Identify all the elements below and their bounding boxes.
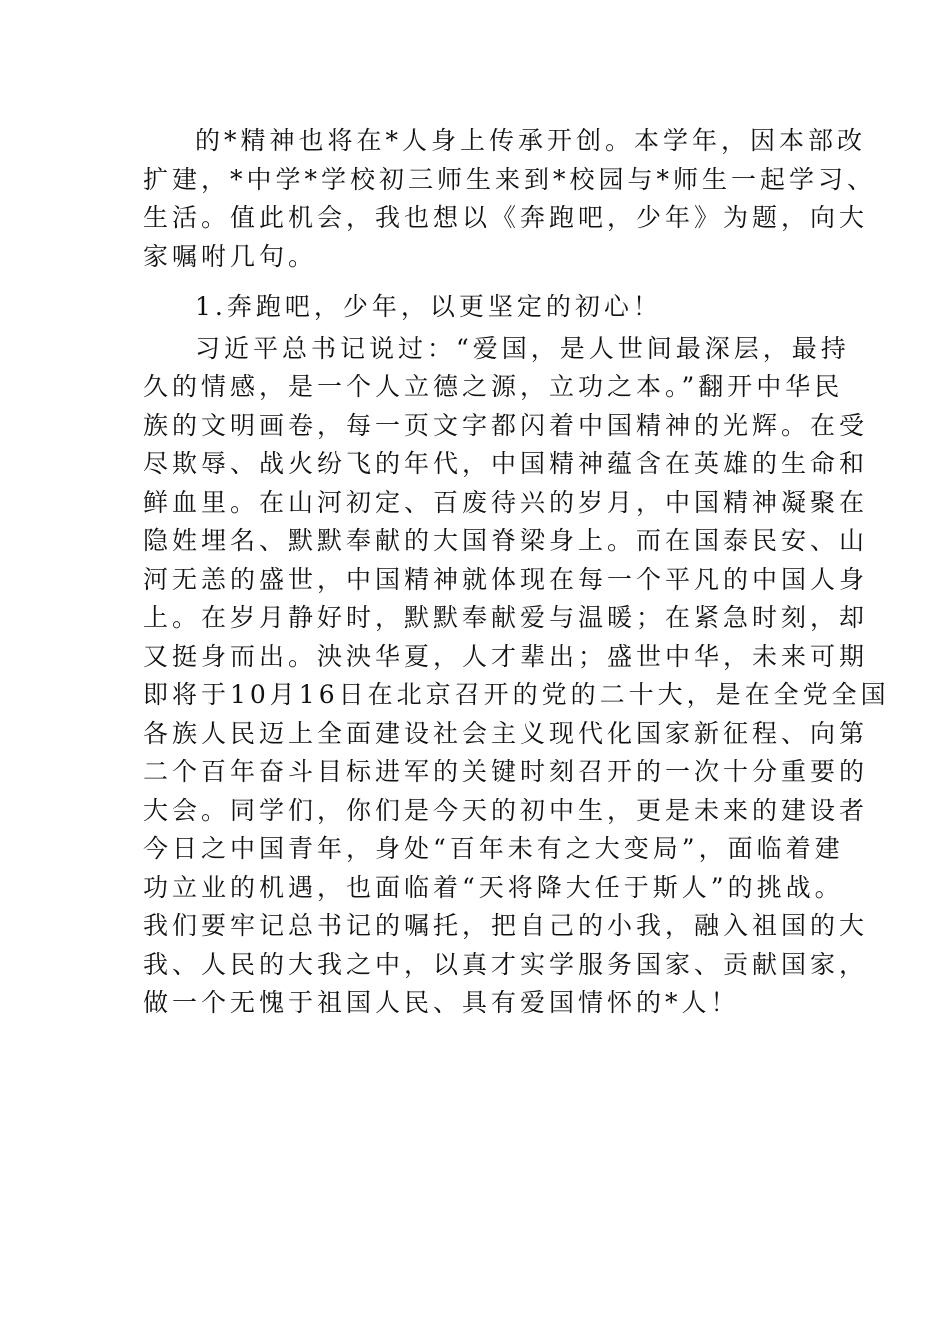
- document-body: [143, 122, 890, 1023]
- paragraph-2-line-6: 隐姓埋名、默默奉献的大国脊梁身上。而在国泰民安、山: [143, 526, 869, 555]
- paragraph-2-line-11: 各族人民迈上全面建设社会主义现代化国家新征程、向第: [143, 718, 869, 748]
- paragraph-2-line-4: 尽欺辱、战火纷飞的年代，中国精神蕴含在英雄的生命和: [143, 449, 869, 478]
- paragraph-1-line-4: 家嘱咐几句。: [143, 241, 318, 271]
- paragraph-2-line-5: 鲜血里。在山河初定、百废待兴的岁月，中国精神凝聚在: [143, 487, 869, 517]
- paragraph-2-line-15: 功立业的机遇，也面临着“天将降大任于斯人”的挑战。: [143, 872, 844, 902]
- section-heading: 1.奔跑吧，少年，以更坚定的初心！: [195, 292, 662, 321]
- paragraph-2-line-7: 河无恙的盛世，中国精神就体现在每一个平凡的中国人身: [143, 564, 869, 594]
- paragraph-2-line-12: 二个百年奋斗目标进军的关键时刻召开的一次十分重要的: [143, 757, 869, 786]
- paragraph-2-line-3: 族的文明画卷，每一页文字都闪着中国精神的光辉。在受: [143, 410, 869, 440]
- paragraph-2-line-1: 习近平总书记说过：“爱国，是人世间最深层，最持: [195, 333, 850, 363]
- paragraph-2-line-16: 我们要牢记总书记的嘱托，把自己的小我，融入祖国的大: [143, 911, 869, 940]
- paragraph-2-line-9: 又挺身而出。泱泱华夏，人才辈出；盛世中华，未来可期: [143, 641, 869, 671]
- paragraph-2-line-8: 上。在岁月静好时，默默奉献爱与温暖；在紧急时刻，却: [143, 603, 869, 632]
- paragraph-1-line-3: 生活。值此机会，我也想以《奔跑吧，少年》为题，向大: [143, 203, 869, 232]
- paragraph-2-line-10: 即将于10月16日在北京召开的党的二十大，是在全党全国: [143, 680, 890, 709]
- paragraph-2-line-13: 大会。同学们，你们是今天的初中生，更是未来的建设者: [143, 795, 869, 825]
- paragraph-2-line-14: 今日之中国青年，身处“百年未有之大变局”，面临着建: [143, 834, 844, 863]
- paragraph-2-line-18: 做一个无愧于祖国人民、具有爱国情怀的*人！: [143, 988, 740, 1017]
- paragraph-1-line-1: 的*精神也将在*人身上传承开创。本学年，因本部改: [195, 126, 867, 155]
- paragraph-1-line-2: 扩建，*中学*学校初三师生来到*校园与*师生一起学习、: [143, 164, 877, 194]
- paragraph-2-line-2: 久的情感，是一个人立德之源，立功之本。”翻开中华民: [143, 372, 844, 401]
- paragraph-2-line-17: 我、人民的大我之中，以真才实学服务国家、贡献国家，: [143, 949, 869, 979]
